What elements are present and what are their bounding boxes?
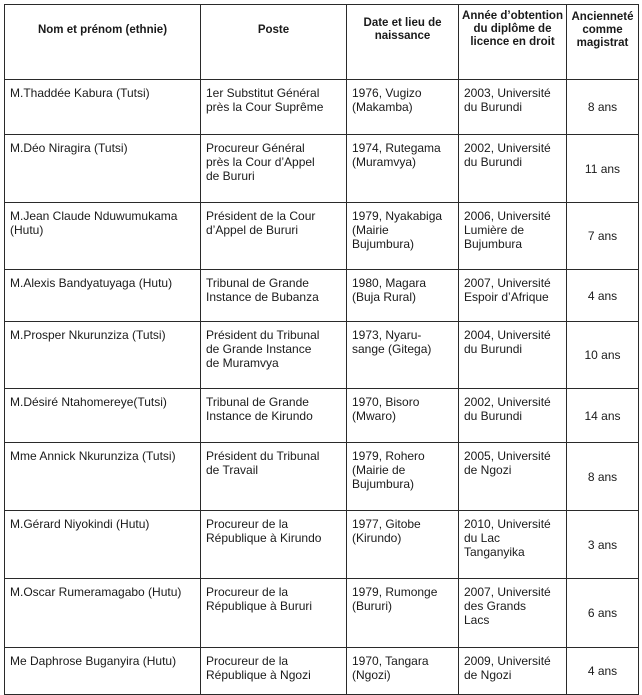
cell-date: 1970, Tangara (Ngozi) [347,648,459,695]
cell-name: M.Jean Claude Nduwumukama (Hutu) [5,203,201,270]
cell-annee: 2003, Université du Burundi [459,80,567,135]
cell-date: 1974, Rutegama (Muramvya) [347,135,459,203]
cell-anciennete: 6 ans [567,579,639,648]
table-row [5,80,639,135]
cell-anciennete: 10 ans [567,322,639,389]
table-row [5,389,639,443]
cell-date: 1979, Rohero (Mairie de Bujumbura) [347,443,459,511]
cell-name: M.Thaddée Kabura (Tutsi) [5,80,201,135]
header-annee: Année d’obtention du diplôme de licence en droit [459,5,567,80]
cell-poste: Procureur Général près la Cour d’Appel de Bururi [201,135,347,203]
cell-anciennete: 4 ans [567,648,639,695]
table-row [5,511,639,579]
cell-annee: 2007, Université Espoir d’Afrique [459,270,567,322]
cell-annee: 2007, Université des Grands Lacs [459,579,567,648]
cell-poste: Président du Tribunal de Travail [201,443,347,511]
cell-name: M.Gérard Niyokindi (Hutu) [5,511,201,579]
cell-poste: Tribunal de Grande Instance de Kirundo [201,389,347,443]
magistrates-table [4,4,639,695]
cell-date: 1980, Magara (Buja Rural) [347,270,459,322]
cell-annee: 2006, Université Lumière de Bujumbura [459,203,567,270]
cell-name: M.Alexis Bandyatuyaga (Hutu) [5,270,201,322]
cell-anciennete: 8 ans [567,80,639,135]
cell-name: Mme Annick Nkurunziza (Tutsi) [5,443,201,511]
table-row [5,648,639,695]
cell-name: M.Oscar Rumeramagabo (Hutu) [5,579,201,648]
cell-poste: Procureur de la République à Ngozi [201,648,347,695]
cell-anciennete: 7 ans [567,203,639,270]
cell-anciennete: 11 ans [567,135,639,203]
table-row [5,579,639,648]
cell-anciennete: 3 ans [567,511,639,579]
cell-name: Me Daphrose Buganyira (Hutu) [5,648,201,695]
cell-date: 1973, Nyaru- sange (Gitega) [347,322,459,389]
cell-anciennete: 8 ans [567,443,639,511]
table-header-row [5,5,639,80]
cell-date: 1979, Nyakabiga (Mairie Bujumbura) [347,203,459,270]
cell-annee: 2010, Université du Lac Tanganyika [459,511,567,579]
cell-poste: Procureur de la République à Kirundo [201,511,347,579]
cell-annee: 2002, Université du Burundi [459,135,567,203]
cell-name: M.Désiré Ntahomereye(Tutsi) [5,389,201,443]
table-row [5,322,639,389]
table-row [5,270,639,322]
cell-anciennete: 14 ans [567,389,639,443]
header-name: Nom et prénom (ethnie) [5,5,201,80]
cell-date: 1970, Bisoro (Mwaro) [347,389,459,443]
cell-annee: 2002, Université du Burundi [459,389,567,443]
cell-annee: 2005, Université de Ngozi [459,443,567,511]
cell-date: 1976, Vugizo (Makamba) [347,80,459,135]
cell-date: 1977, Gitobe (Kirundo) [347,511,459,579]
cell-anciennete: 4 ans [567,270,639,322]
cell-date: 1979, Rumonge (Bururi) [347,579,459,648]
table-row [5,443,639,511]
cell-poste: Président de la Cour d’Appel de Bururi [201,203,347,270]
cell-annee: 2004, Université du Burundi [459,322,567,389]
cell-poste: Tribunal de Grande Instance de Bubanza [201,270,347,322]
cell-poste: Président du Tribunal de Grande Instance de Muramvya [201,322,347,389]
cell-poste: 1er Substitut Général près la Cour Suprême [201,80,347,135]
header-date: Date et lieu de naissance [347,5,459,80]
cell-name: M.Prosper Nkurunziza (Tutsi) [5,322,201,389]
cell-annee: 2009, Université de Ngozi [459,648,567,695]
table-row [5,135,639,203]
cell-poste: Procureur de la République à Bururi [201,579,347,648]
header-anciennete: Ancienneté comme magistrat [567,5,639,80]
table-row [5,203,639,270]
cell-name: M.Déo Niragira (Tutsi) [5,135,201,203]
header-poste: Poste [201,5,347,80]
